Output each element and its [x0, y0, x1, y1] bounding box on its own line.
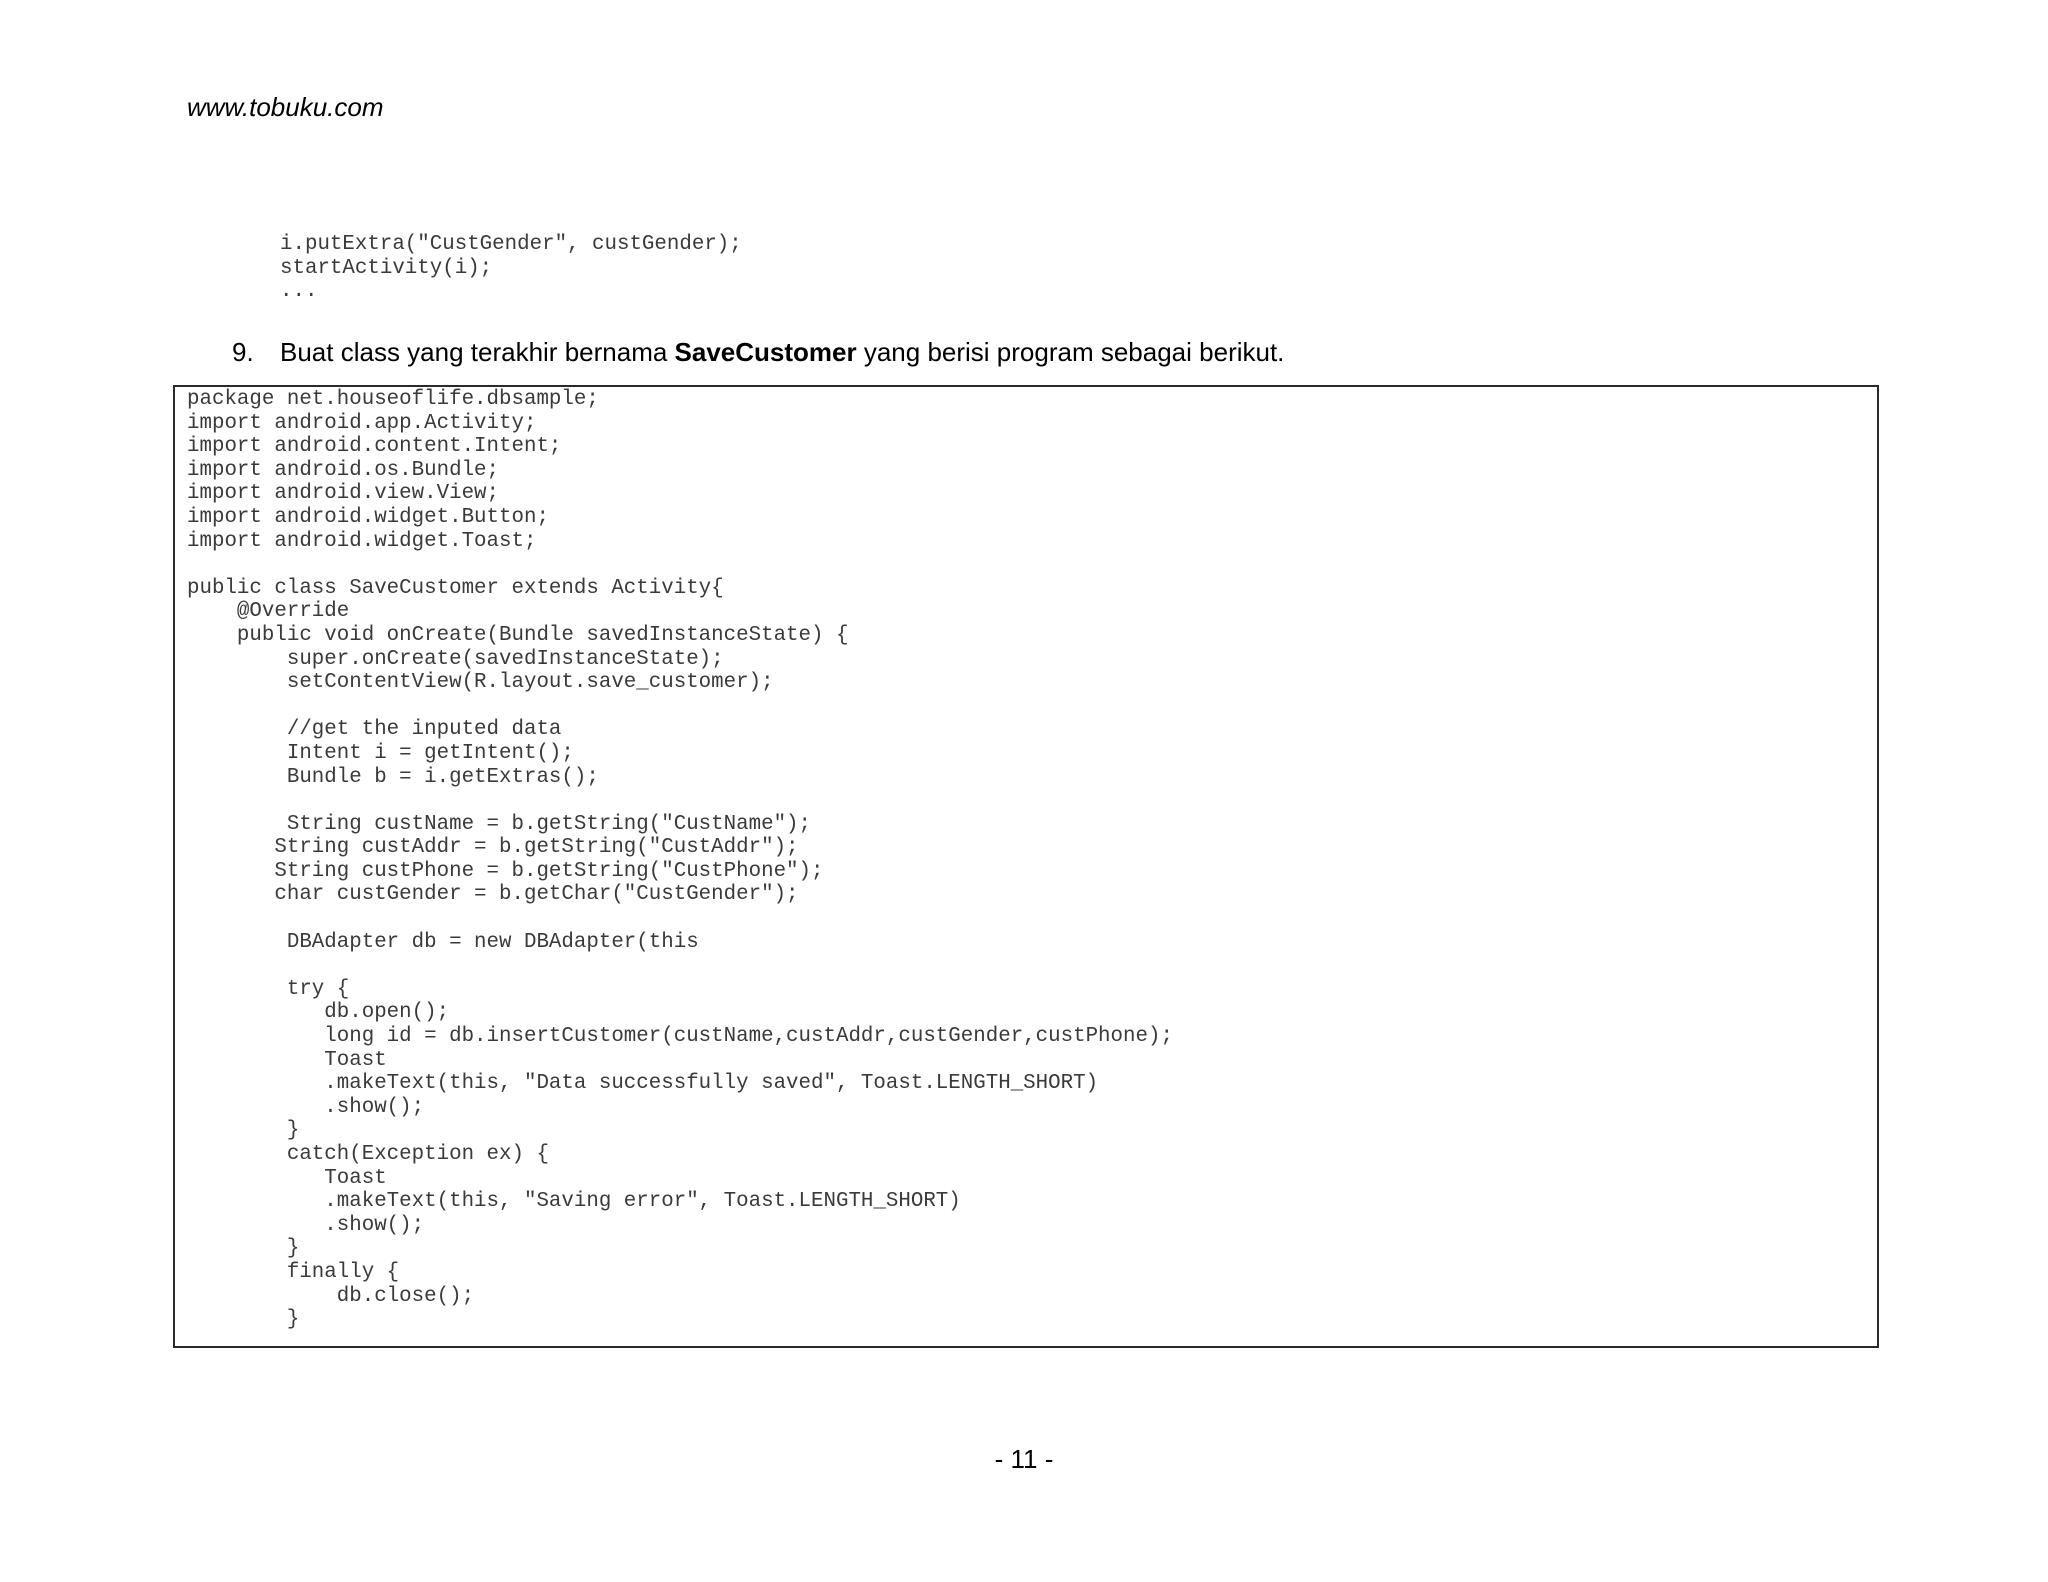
code-snippet-continuation: i.putExtra("CustGender", custGender); startActivity(i); ...: [280, 233, 742, 304]
code-listing-box: [173, 385, 1879, 1348]
header-url: www.tobuku.com: [187, 92, 384, 122]
step-number: 9.: [232, 337, 254, 367]
step-class-name: SaveCustomer: [674, 337, 857, 367]
step-instruction: [232, 337, 1284, 368]
step-text-after: yang berisi program sebagai berikut.: [856, 337, 1285, 367]
page-number: - 11 -: [994, 1444, 1054, 1474]
step-text-before: Buat class yang terakhir bernama: [280, 337, 675, 367]
code-listing: package net.houseoflife.dbsample; import android.app.Activity; import android.content.Intent; import android.os.Bundle; import android.view.View; import android.widget.Button; import android.widget.Toast; public class SaveCustomer extends Activity{ @Override public void onCreate(Bundle savedInstanceState) { super.onCreate(savedInstanceState); setContentView(R.layout.save_customer); //get the inputed data Intent i = getIntent(); Bundle b = i.getExtras(); String custName = b.getString("CustName"); String custAddr = b.getString("CustAddr"); String custPhone = b.getString("CustPhone"); char custGender = b.getChar("CustGender"); DBAdapter db = new DBAdapter(this try { db.open(); long id = db.insertCustomer(custName,custAddr,custGender,custPhone); Toast .makeText(this, "Data successfully saved", Toast.LENGTH_SHORT) .show(); } catch(Exception ex) { Toast .makeText(this, "Saving error", Toast.LENGTH_SHORT) .show(); } finally { db.close(); }: [187, 388, 1173, 1332]
